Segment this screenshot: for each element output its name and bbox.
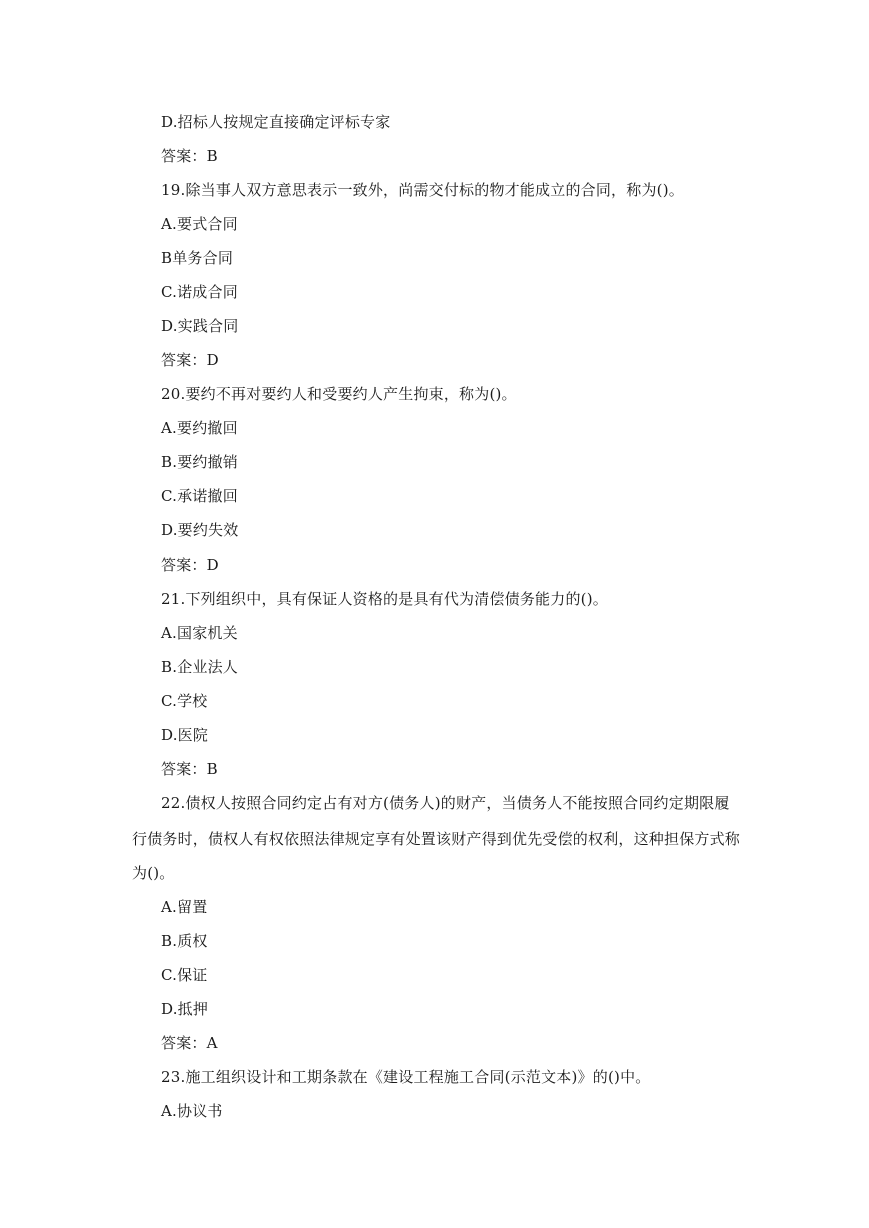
option-c-q20: C.承诺撤回 — [161, 487, 238, 505]
question-23: 23.施工组织设计和工期条款在《建设工程施工合同(示范文本)》的()中。 — [161, 1068, 651, 1086]
option-c-q19: C.诺成合同 — [161, 283, 238, 301]
option-a-q23: A.协议书 — [161, 1102, 223, 1120]
option-b-q19: B单务合同 — [161, 249, 234, 267]
answer-q22: 答案：A — [161, 1034, 218, 1052]
answer-q19: 答案：D — [161, 351, 219, 369]
question-20: 20.要约不再对要约人和受要约人产生拘束，称为()。 — [161, 385, 517, 403]
option-b-q20: B.要约撤销 — [161, 453, 238, 471]
option-a-q21: A.国家机关 — [161, 624, 238, 642]
option-d-q21: D.医院 — [161, 726, 209, 744]
question-22-line-2: 行债务时，债权人有权依照法律规定享有处置该财产得到优先受偿的权利，这种担保方式称 — [132, 830, 741, 848]
question-21: 21.下列组织中，具有保证人资格的是具有代为清偿债务能力的()。 — [161, 590, 608, 608]
question-22-line-3: 为()。 — [132, 864, 175, 882]
question-19: 19.除当事人双方意思表示一致外，尚需交付标的物才能成立的合同，称为()。 — [161, 181, 684, 199]
option-d-q19: D.实践合同 — [161, 317, 239, 335]
option-b-q22: B.质权 — [161, 932, 208, 950]
option-d-q22: D.抵押 — [161, 1000, 209, 1018]
answer-q20: 答案：D — [161, 556, 219, 574]
option-d-q20: D.要约失效 — [161, 521, 239, 539]
option-a-q22: A.留置 — [161, 898, 208, 916]
option-c-q22: C.保证 — [161, 966, 208, 984]
option-b-q21: B.企业法人 — [161, 658, 238, 676]
answer-q21: 答案：B — [161, 760, 218, 778]
option-c-q21: C.学校 — [161, 692, 208, 710]
option-a-q20: A.要约撤回 — [161, 419, 238, 437]
option-a-q19: A.要式合同 — [161, 215, 238, 233]
answer-q18: 答案：B — [161, 147, 218, 165]
question-22-line-1: 22.债权人按照合同约定占有对方(债务人)的财产，当债务人不能按照合同约定期限履 — [161, 794, 730, 812]
option-d-q18: D.招标人按规定直接确定评标专家 — [161, 113, 391, 131]
